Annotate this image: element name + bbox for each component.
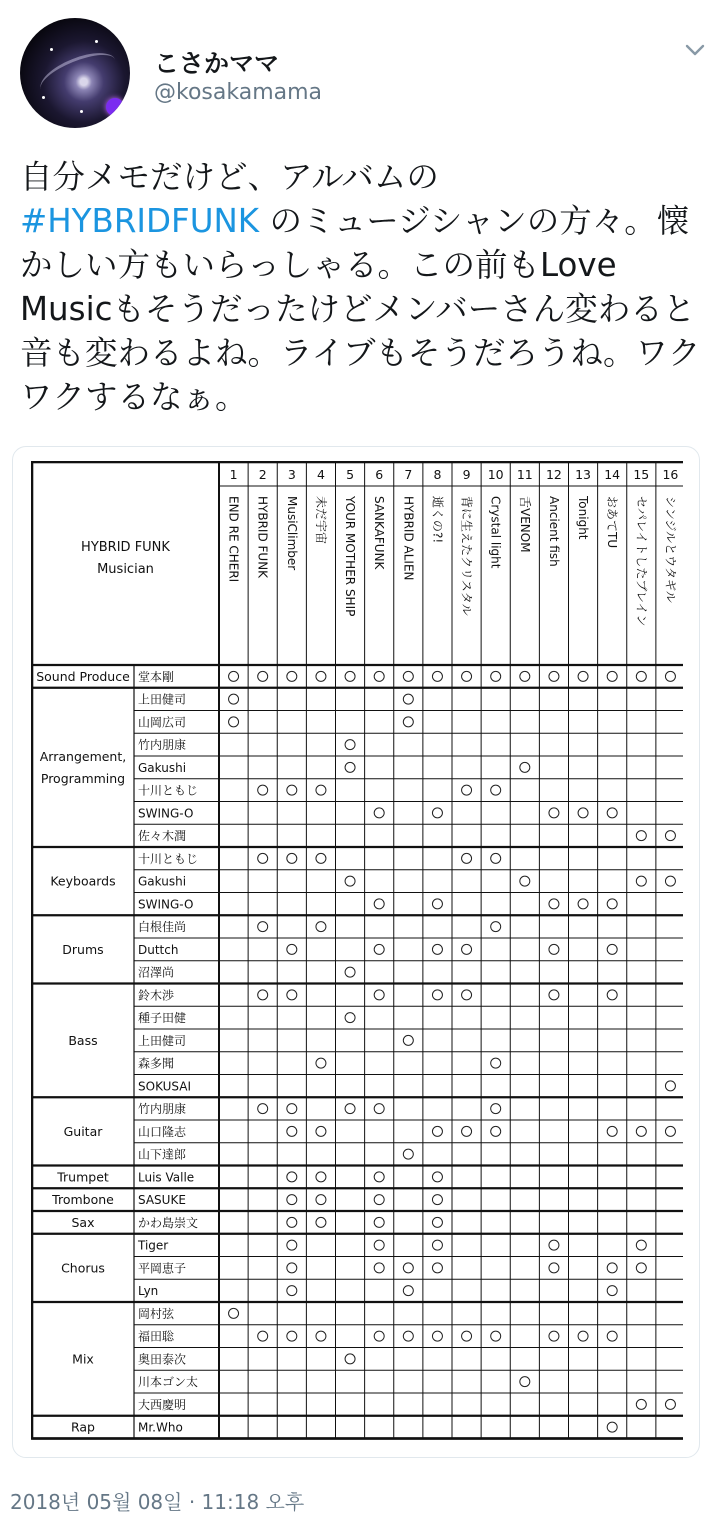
participation-mark [578,899,588,909]
participation-mark [607,1126,617,1136]
participation-mark [229,1308,239,1318]
participation-mark [462,853,472,863]
participation-mark [258,1331,268,1341]
participation-mark [462,1126,472,1136]
participation-mark [432,899,442,909]
participation-mark [229,694,239,704]
tweet-text-after: のミュージシャンの方々。懐かしい方もいらっしゃる。この前もLove Musicもそうだったけどメンバーさん変わると音も変わるよね。ライブもそうだろうね。ワクワクするなぁ。 [20,202,701,416]
participation-mark [403,694,413,704]
member-name: Lyn [138,1284,159,1299]
participation-mark [665,671,675,681]
participation-mark [258,922,268,932]
participation-mark [316,1126,326,1136]
track-number: 9 [462,467,471,482]
participation-mark [578,1331,588,1341]
participation-mark [462,990,472,1000]
member-name: Tiger [138,1238,169,1253]
track-number: 11 [516,467,533,482]
participation-mark [607,1286,617,1296]
track-title: YOUR MOTHER SHIP [343,496,358,617]
participation-mark [636,671,646,681]
participation-mark [287,1263,297,1273]
participation-mark [665,1399,675,1409]
member-name: 森多聞 [138,1056,175,1071]
member-name: 佐々木潤 [138,829,187,844]
track-number: 1 [229,467,238,482]
participation-mark [607,1331,617,1341]
participation-mark [316,1195,326,1205]
participation-mark [374,944,384,954]
participation-mark [287,785,297,795]
participation-mark [636,1240,646,1250]
track-number: 6 [375,467,384,482]
role-label: Trumpet [57,1169,109,1185]
participation-mark [374,1172,384,1182]
member-name: 十川ともじ [138,851,199,866]
participation-mark [432,990,442,1000]
participation-mark [665,1126,675,1136]
participation-mark [549,1240,559,1250]
participation-mark [403,1331,413,1341]
participation-mark [229,717,239,727]
participation-mark [287,990,297,1000]
participation-mark [374,671,384,681]
participation-mark [374,990,384,1000]
participation-mark [316,1058,326,1068]
participation-mark [665,831,675,841]
member-name: Duttch [138,942,179,957]
participation-mark [287,1104,297,1114]
participation-mark [316,922,326,932]
participation-mark [403,1149,413,1159]
participation-mark [549,1331,559,1341]
participation-mark [432,1172,442,1182]
member-name: 平岡恵子 [138,1261,187,1276]
participation-mark [578,671,588,681]
participation-mark [258,671,268,681]
track-number: 12 [545,467,562,482]
member-name: Gakushi [138,874,187,889]
track-title: セパレイトしたブレイン [634,496,649,627]
participation-mark [607,944,617,954]
track-number: 3 [287,467,296,482]
member-name: 鈴木渉 [138,988,175,1003]
participation-mark [432,808,442,818]
track-title: おあてTU [605,496,620,549]
participation-mark [287,853,297,863]
participation-mark [432,1240,442,1250]
role-label: Sound Produce [36,668,130,684]
participation-mark [549,671,559,681]
participation-mark [229,671,239,681]
participation-mark [403,1035,413,1045]
track-number: 5 [346,467,355,482]
participation-mark [258,1104,268,1114]
participation-mark [345,967,355,977]
participation-mark [345,762,355,772]
participation-mark [549,1263,559,1273]
member-name: かわ島崇文 [138,1215,199,1230]
role-label: Mix [72,1351,94,1367]
participation-mark [432,1331,442,1341]
participation-mark [345,876,355,886]
member-name: SASUKE [138,1193,186,1208]
participation-mark [374,899,384,909]
participation-mark [374,1331,384,1341]
participation-mark [549,990,559,1000]
participation-mark [258,785,268,795]
participation-mark [549,808,559,818]
participation-mark [374,808,384,818]
track-number: 14 [604,467,621,482]
role-label: Arrangement, [39,748,127,764]
participation-mark [432,1217,442,1227]
participation-mark [374,1217,384,1227]
track-number: 16 [662,467,679,482]
participation-mark [287,1240,297,1250]
participation-mark [374,1240,384,1250]
track-title: SANKAFUNK [372,496,387,570]
track-title: HYBRID ALIEN [401,496,416,581]
participation-mark [316,785,326,795]
role-label: Chorus [61,1260,105,1276]
member-name: Gakushi [138,760,187,775]
role-label: Guitar [63,1123,103,1139]
chevron-down-icon[interactable] [683,38,707,62]
participation-mark [665,1081,675,1091]
member-name: 大西慶明 [138,1397,187,1412]
tweet-text [20,155,705,419]
member-name: Mr.Who [138,1420,183,1435]
member-name: 十川ともじ [138,783,199,798]
role-label: Rap [70,1419,96,1435]
participation-mark [316,1172,326,1182]
participation-mark [491,922,501,932]
member-name: 上田健司 [138,692,187,707]
attached-image-card[interactable] [12,446,700,1458]
member-name: SOKUSAI [138,1079,191,1094]
role-label: Drums [62,941,104,957]
display-name[interactable]: こさかママ [154,49,280,78]
participation-mark [607,1263,617,1273]
member-name: 上田健司 [138,1033,187,1048]
table-title: HYBRID FUNK [81,540,170,555]
track-title: Ancient fish [546,496,561,567]
participation-mark [345,740,355,750]
track-title: Tonight [576,496,591,540]
participation-mark [462,671,472,681]
track-title: 未だ宇宙 [313,496,328,545]
member-name: 沼澤尚 [138,965,175,980]
role-label: Sax [71,1214,95,1230]
member-name: 山下達郎 [138,1147,187,1162]
participation-mark [549,944,559,954]
participation-mark [491,1058,501,1068]
participation-mark [374,1263,384,1273]
track-title: MusiClimber [284,496,299,571]
participation-mark [432,671,442,681]
participation-mark [491,1331,501,1341]
participation-mark [287,944,297,954]
member-name: 川本ゴン太 [138,1375,199,1390]
track-title: Crystal light [488,496,503,569]
participation-mark [403,1286,413,1296]
member-name: 竹内朋康 [138,738,187,753]
participation-mark [345,1354,355,1364]
member-name: Luis Valle [138,1170,195,1185]
track-number: 13 [575,467,592,482]
member-name: 堂本剛 [138,669,175,684]
participation-mark [636,831,646,841]
role-label: Trombone [52,1192,114,1208]
participation-mark [345,671,355,681]
participation-mark [491,853,501,863]
participation-mark [607,671,617,681]
participation-mark [607,990,617,1000]
participation-mark [432,1126,442,1136]
member-name: 山岡広司 [138,715,187,730]
role-label: Programming [40,770,126,786]
participation-mark [403,671,413,681]
participation-mark [345,1104,355,1114]
participation-mark [462,785,472,795]
participation-mark [287,1126,297,1136]
participation-mark [491,1126,501,1136]
participation-mark [520,671,530,681]
participation-mark [287,1331,297,1341]
hashtag-link[interactable]: #HYBRIDFUNK [20,202,260,240]
participation-mark [636,1263,646,1273]
participation-mark [258,853,268,863]
avatar[interactable] [20,18,130,128]
participation-mark [549,899,559,909]
track-number: 8 [433,467,442,482]
participation-mark [520,1377,530,1387]
user-handle[interactable]: @kosakamama [154,80,323,105]
participation-mark [374,1195,384,1205]
member-name: 岡村弦 [138,1306,175,1321]
member-name: 奥田泰次 [138,1352,187,1367]
track-title: 舌VENOM [517,496,532,553]
participation-mark [374,1104,384,1114]
member-name: 白根佳尚 [138,920,187,935]
participation-mark [520,876,530,886]
member-name: SWING-O [138,897,194,912]
member-name: 竹内朋康 [138,1102,187,1117]
participation-mark [432,1263,442,1273]
participation-mark [316,671,326,681]
track-number: 7 [404,467,413,482]
track-title: END RE CHERI [226,496,241,583]
participation-mark [491,671,501,681]
track-number: 10 [487,467,504,482]
participation-mark [462,944,472,954]
track-title: 背に生えたクリスタル [459,496,474,616]
participation-mark [258,990,268,1000]
participation-mark [607,899,617,909]
tweet-timestamp[interactable]: 2018년 05월 08일 · 11:18 오후 [10,1490,305,1514]
participation-mark [520,762,530,772]
participation-mark [607,1422,617,1432]
tweet-text-before: 自分メモだけど、アルバムの [20,158,439,196]
table-subtitle: Musician [97,562,154,577]
participation-mark [316,1217,326,1227]
participation-mark [287,1172,297,1182]
participation-mark [403,1263,413,1273]
participation-mark [636,876,646,886]
track-number: 2 [258,467,267,482]
track-title: シンジルとウタギル [663,496,678,603]
role-label: Bass [68,1032,98,1048]
track-title: 逝くの?! [430,496,445,544]
participation-mark [287,1286,297,1296]
track-number: 15 [633,467,650,482]
avatar-badge [106,98,124,116]
participation-mark [403,717,413,727]
participation-mark [287,1217,297,1227]
participation-mark [491,1104,501,1114]
participation-mark [287,671,297,681]
member-name: 山口隆志 [138,1124,187,1139]
member-name: SWING-O [138,806,194,821]
participation-mark [607,808,617,818]
participation-mark [462,1331,472,1341]
member-name: 種子田健 [138,1011,187,1026]
participation-mark [578,808,588,818]
participation-mark [432,944,442,954]
participation-mark [636,1126,646,1136]
participation-mark [316,853,326,863]
participation-mark [491,785,501,795]
track-title: HYBRID FUNK [255,496,270,579]
participation-mark [287,1195,297,1205]
participation-mark [636,1399,646,1409]
participation-mark [316,1331,326,1341]
galaxy-avatar-icon [35,44,122,105]
participation-mark [665,876,675,886]
credit-table [31,461,683,1441]
participation-mark [432,1195,442,1205]
participation-mark [345,1013,355,1023]
member-name: 福田聡 [138,1329,175,1344]
track-number: 4 [316,467,325,482]
role-label: Keyboards [50,873,116,889]
